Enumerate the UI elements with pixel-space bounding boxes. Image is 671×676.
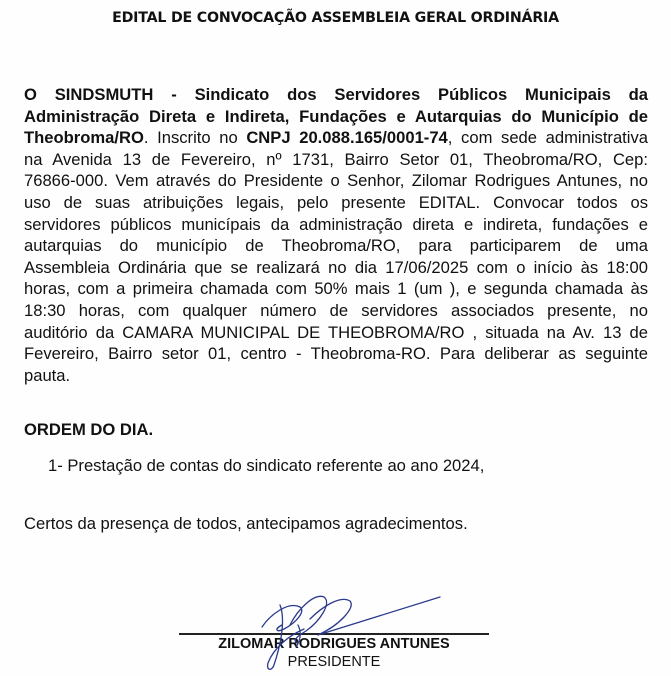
body-paragraph <box>24 84 648 386</box>
signatory-role: PRESIDENTE <box>287 654 381 670</box>
body-line-9: Assembleia Ordinária que se realizará no dia 17/06/2025 com o início às 18:00 <box>24 257 648 277</box>
cnpj-number: CNPJ 20.088.165/0001-74 <box>246 128 448 148</box>
body-line-1 <box>24 84 648 106</box>
body-line-10: horas, com a primeira chamada com 50% mais 1 (um ), e segunda chamada às <box>24 279 648 299</box>
body-line-2-text: Administração Direta e Indireta, Fundações e Autarquias do Município de <box>24 106 648 126</box>
document-title: EDITAL DE CONVOCAÇÃO ASSEMBLEIA GERAL ORDINÁRIA <box>112 10 559 26</box>
agenda-item: 1- Prestação de contas do sindicato referente ao ano 2024, <box>48 456 485 475</box>
body-line-3 <box>24 127 648 149</box>
body-line-12: auditório da CAMARA MUNICIPAL DE THEOBROMA/RO , situada na Av. 13 de <box>24 322 648 342</box>
body-line-8: autarquias do município de Theobroma/RO, para participarem de uma <box>24 236 648 256</box>
body-line-6: uso de suas atribuições legais, pelo presente EDITAL. Convocar todos os <box>24 192 648 212</box>
inscrito-label: . Inscrito no <box>143 128 247 148</box>
body-line-14: pauta. <box>24 365 71 385</box>
body-line-7: servidores públicos municípais da administração direta e indireta, fundações e <box>24 214 648 234</box>
body-line-1-text: O SINDSMUTH - Sindicato dos Servidores Públicos Municipais da <box>24 85 648 104</box>
body-line-5: 76866-000. Vem através do Presidente o Senhor, Zilomar Rodrigues Antunes, no <box>24 171 648 191</box>
municipality-name: Theobroma/RO <box>24 128 144 148</box>
signature-stroke <box>290 596 327 643</box>
signature-stroke <box>310 597 440 635</box>
body-line-4: na Avenida 13 de Fevereiro, nº 1731, Bairro Setor 01, Theobroma/RO, Cep: <box>24 149 648 169</box>
handwritten-signature <box>240 585 480 675</box>
sede-text: , com sede administrativa <box>447 128 649 148</box>
body-line-13: Fevereiro, Bairro setor 01, centro - Theobroma-RO. Para deliberar as seguinte <box>24 344 648 364</box>
body-line-2 <box>24 106 648 128</box>
signatory-name: ZILOMAR RODRIGUES ANTUNES <box>218 636 450 652</box>
body-line-11: 18:30 horas, com qualquer número de servidores associados presente, no <box>24 300 648 320</box>
agenda-heading: ORDEM DO DIA. <box>24 420 154 439</box>
closing-text: Certos da presença de todos, antecipamos agradecimentos. <box>24 514 468 533</box>
